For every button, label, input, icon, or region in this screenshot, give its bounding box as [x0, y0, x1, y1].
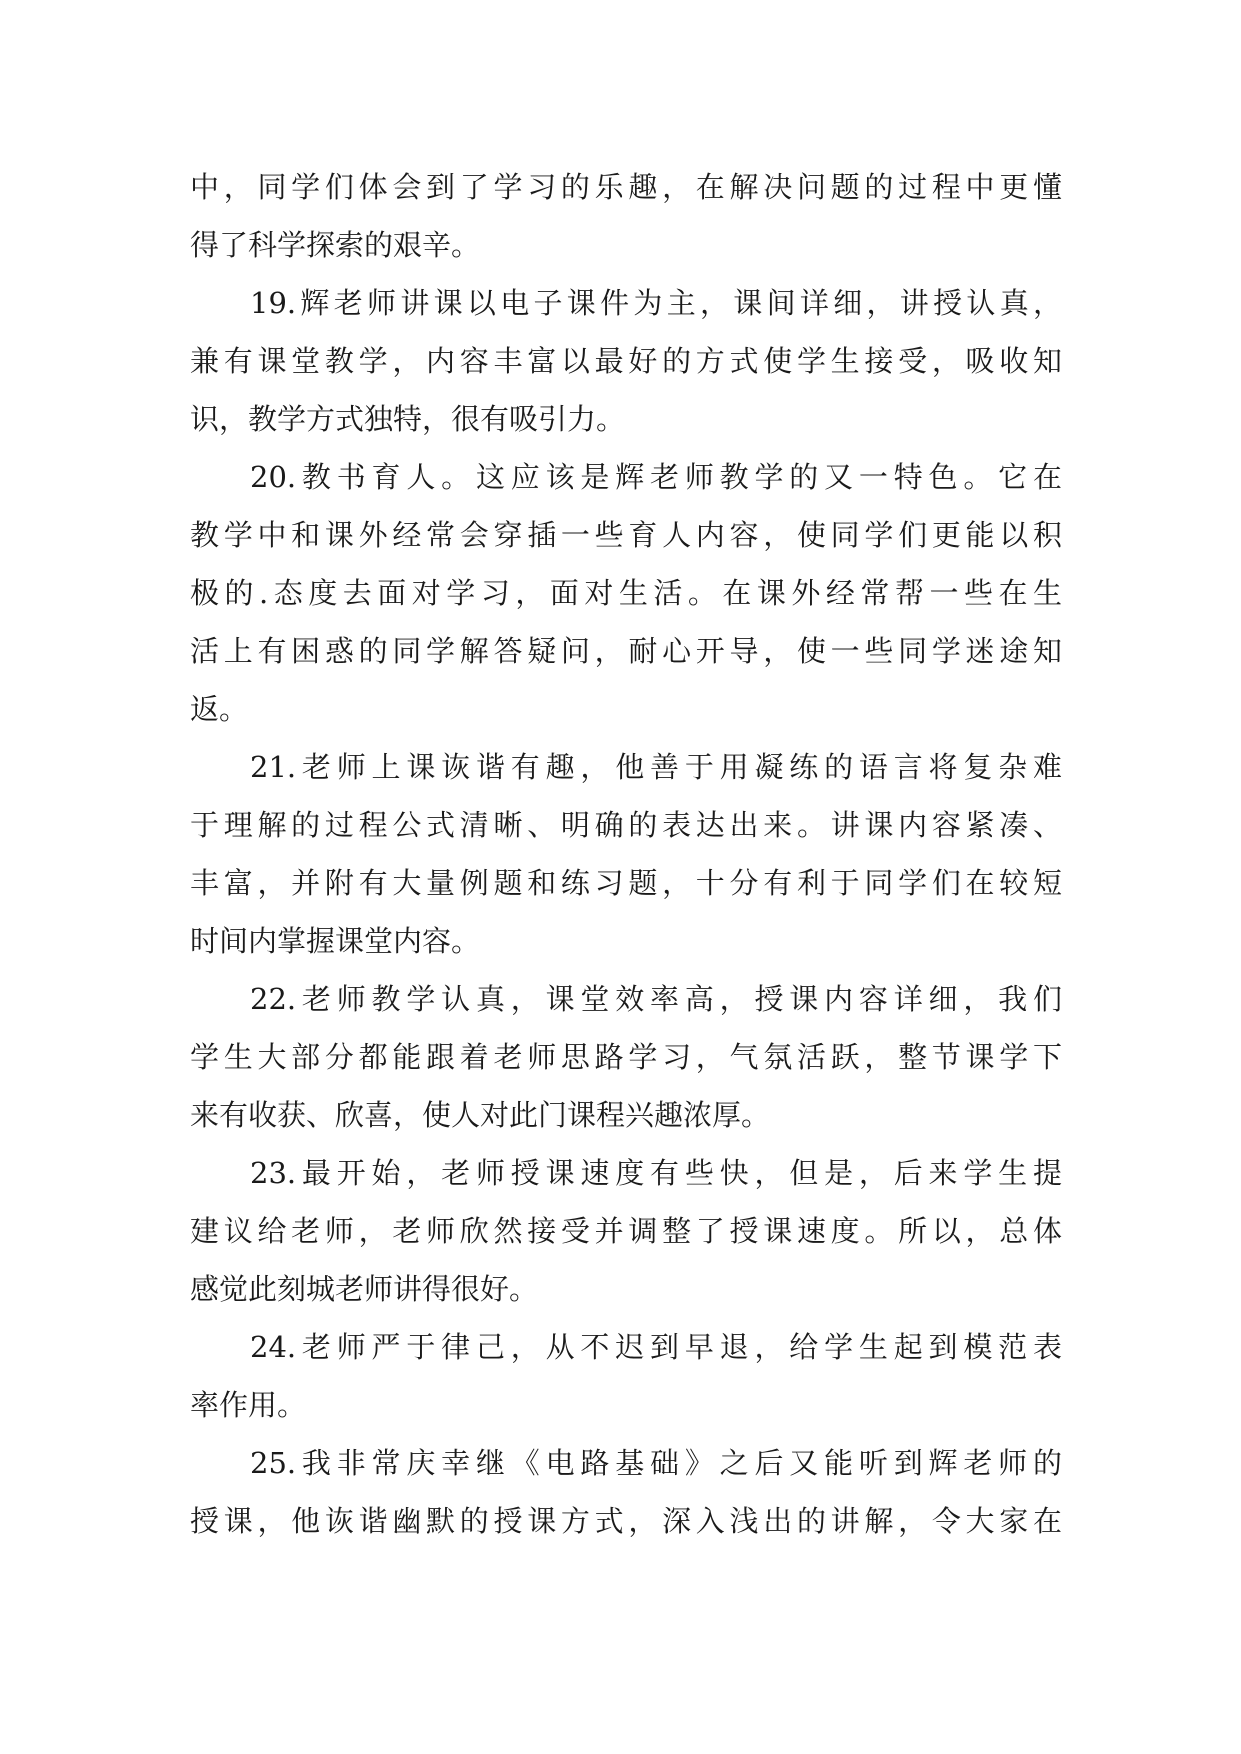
document-body: [190, 158, 1062, 1550]
paragraph-24: [190, 1318, 1062, 1434]
text-line: 活上有困惑的同学解答疑问，耐心开导，使一些同学迷途知: [190, 634, 1062, 668]
text-line: 返。: [190, 692, 249, 726]
text-line: 25.我非常庆幸继《电路基础》之后又能听到辉老师的: [250, 1446, 1062, 1480]
paragraph-19: [190, 274, 1062, 448]
text-line: 23.最开始，老师授课速度有些快，但是，后来学生提: [250, 1156, 1062, 1190]
text-line: 于理解的过程公式清晰、明确的表达出来。讲课内容紧凑、: [190, 808, 1062, 842]
text-line: 20.教书育人。这应该是辉老师教学的又一特色。它在: [250, 460, 1062, 494]
text-line: 丰富，并附有大量例题和练习题，十分有利于同学们在较短: [190, 866, 1062, 900]
paragraph-25: [190, 1434, 1062, 1550]
text-line: 极的.态度去面对学习，面对生活。在课外经常帮一些在生: [190, 576, 1062, 610]
text-line: 学生大部分都能跟着老师思路学习，气氛活跃，整节课学下: [190, 1040, 1062, 1074]
paragraph-18-continued: [190, 158, 1062, 274]
paragraph-20: [190, 448, 1062, 738]
text-line: 教学中和课外经常会穿插一些育人内容，使同学们更能以积: [190, 518, 1062, 552]
text-line: 22.老师教学认真，课堂效率高，授课内容详细，我们: [250, 982, 1062, 1016]
text-line: 率作用。: [190, 1388, 307, 1422]
text-line: 24.老师严于律己，从不迟到早退，给学生起到模范表: [250, 1330, 1062, 1364]
text-line: 识，教学方式独特，很有吸引力。: [190, 402, 626, 436]
text-line: 19.辉老师讲课以电子课件为主，课间详细，讲授认真，: [250, 286, 1062, 320]
text-line: 来有收获、欣喜，使人对此门课程兴趣浓厚。: [190, 1098, 771, 1132]
text-line: 感觉此刻城老师讲得很好。: [190, 1272, 539, 1306]
paragraph-22: [190, 970, 1062, 1144]
text-line: 兼有课堂教学，内容丰富以最好的方式使学生接受，吸收知: [190, 344, 1062, 378]
text-line: 时间内掌握课堂内容。: [190, 924, 481, 958]
text-line: 21.老师上课诙谐有趣，他善于用凝练的语言将复杂难: [250, 750, 1062, 784]
text-line: 建议给老师，老师欣然接受并调整了授课速度。所以，总体: [190, 1214, 1062, 1248]
paragraph-21: [190, 738, 1062, 970]
paragraph-23: [190, 1144, 1062, 1318]
text-line: 中，同学们体会到了学习的乐趣，在解决问题的过程中更懂: [190, 170, 1062, 204]
text-line: 授课，他诙谐幽默的授课方式，深入浅出的讲解，令大家在: [190, 1504, 1062, 1538]
text-line: 得了科学探索的艰辛。: [190, 228, 481, 262]
